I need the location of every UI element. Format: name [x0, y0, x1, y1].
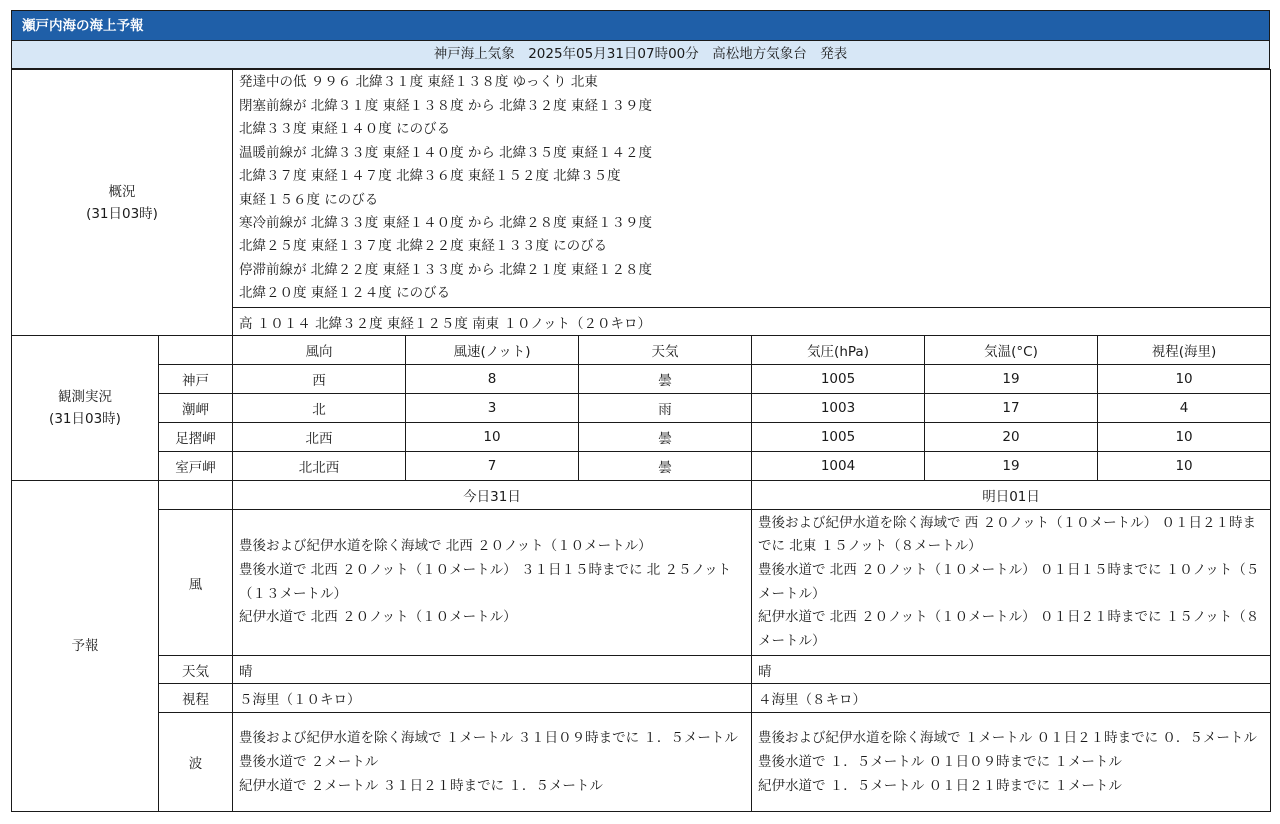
obs-cell: 3 [406, 394, 579, 423]
overview-line: 温暖前線が 北緯３３度 東経１４０度 から 北緯３５度 東経１４２度 [239, 144, 652, 161]
table-row [12, 452, 1271, 481]
forecast-header [12, 481, 159, 812]
forecast-row-label-waves: 波 [159, 713, 233, 812]
obs-cell: 1005 [752, 365, 925, 394]
obs-cell: 1003 [752, 394, 925, 423]
overview-line: 寒冷前線が 北緯３３度 東経１４０度 から 北緯２８度 東経１３９度 [239, 214, 652, 231]
overview-time: (31日03時) [86, 205, 158, 222]
page-title: 瀬戸内海の海上予報 [11, 10, 1270, 40]
table-row [12, 423, 1271, 452]
table-row [12, 394, 1271, 423]
observations-label: 観測実況 [58, 389, 112, 405]
forecast-document [11, 10, 1270, 812]
obs-cell: 曇 [579, 423, 752, 452]
station-name: 足摺岬 [159, 423, 233, 452]
observations-header [12, 336, 159, 481]
observations-time: (31日03時) [49, 411, 121, 427]
col-header-wind-speed: 風速(ノット) [406, 336, 579, 365]
obs-cell: 雨 [579, 394, 752, 423]
col-header-temperature: 気温(°C) [925, 336, 1098, 365]
overview-line: 北緯２５度 東経１３７度 北緯２２度 東経１３３度 にのびる [239, 238, 608, 255]
obs-cell: 19 [925, 452, 1098, 481]
visibility-forecast-day2: ４海里（８キロ） [752, 684, 1271, 713]
obs-cell: 北北西 [233, 452, 406, 481]
wind-forecast-day1: 豊後および紀伊水道を除く海域で 北西 ２０ノット（１０メートル） 豊後水道で 北西 ２０ノット（１０メートル） ３１日１５時までに 北 ２５ノット（１３メートル） 紀伊水道で 北西 ２０ノット（１０メートル） [233, 510, 752, 656]
obs-cell: 19 [925, 365, 1098, 394]
col-header-wind-direction: 風向 [233, 336, 406, 365]
col-header-pressure: 気圧(hPa) [752, 336, 925, 365]
obs-cell: 10 [1098, 423, 1271, 452]
obs-cell: 北 [233, 394, 406, 423]
day2-header: 明日01日 [752, 481, 1271, 510]
obs-cell: 西 [233, 365, 406, 394]
obs-cell: 10 [406, 423, 579, 452]
obs-cell: 10 [1098, 365, 1271, 394]
forecast-table [11, 69, 1271, 812]
station-name: 室戸岬 [159, 452, 233, 481]
overview-line: 東経１５６度 にのびる [239, 191, 379, 208]
obs-cell: 8 [406, 365, 579, 394]
obs-cell: 曇 [579, 365, 752, 394]
wind-forecast-day2: 豊後および紀伊水道を除く海域で 西 ２０ノット（１０メートル） ０１日２１時までに 北東 １５ノット（８メートル） 豊後水道で 北西 ２０ノット（１０メートル） ０１日１５時までに １０ノット（５メートル） 紀伊水道で 北西 ２０ノット（１０メートル） ０１日２１時までに １５ノット（８メートル） [752, 510, 1271, 656]
blank-cell [159, 336, 233, 365]
obs-cell: 10 [1098, 452, 1271, 481]
forecast-row-label-visibility: 視程 [159, 684, 233, 713]
blank-cell [159, 481, 233, 510]
overview-label: 概況 [108, 183, 136, 200]
overview-line: 閉塞前線が 北緯３１度 東経１３８度 から 北緯３２度 東経１３９度 [239, 97, 652, 114]
forecast-row-label-wind: 風 [159, 510, 233, 656]
wave-forecast-day1: 豊後および紀伊水道を除く海域で １メートル ３１日０９時までに １．５メートル 豊後水道で ２メートル 紀伊水道で ２メートル ３１日２１時までに １．５メートル [233, 713, 752, 812]
station-name: 潮岬 [159, 394, 233, 423]
overview-text [233, 70, 1271, 308]
wave-forecast-day2: 豊後および紀伊水道を除く海域で １メートル ０１日２１時までに ０．５メートル 豊後水道で １．５メートル ０１日０９時までに １メートル 紀伊水道で １．５メートル ０１日２１時までに １メートル [752, 713, 1271, 812]
overview-line: 北緯３３度 東経１４０度 にのびる [239, 121, 451, 138]
overview-line: 北緯３７度 東経１４７度 北緯３６度 東経１５２度 北緯３５度 [239, 168, 621, 185]
overview-line: 北緯２０度 東経１２４度 にのびる [239, 285, 451, 302]
station-name: 神戸 [159, 365, 233, 394]
overview-line: 停滞前線が 北緯２２度 東経１３３度 から 北緯２１度 東経１２８度 [239, 261, 652, 278]
col-header-visibility: 視程(海里) [1098, 336, 1271, 365]
visibility-forecast-day1: ５海里（１０キロ） [233, 684, 752, 713]
obs-cell: 1004 [752, 452, 925, 481]
day1-header: 今日31日 [233, 481, 752, 510]
obs-cell: 4 [1098, 394, 1271, 423]
obs-cell: 20 [925, 423, 1098, 452]
weather-forecast-day1: 晴 [233, 656, 752, 684]
obs-cell: 曇 [579, 452, 752, 481]
overview-line: 発達中の低 ９９６ 北緯３１度 東経１３８度 ゆっくり 北東 [239, 74, 598, 91]
table-row [12, 365, 1271, 394]
weather-forecast-day2: 晴 [752, 656, 1271, 684]
col-header-weather: 天気 [579, 336, 752, 365]
forecast-row-label-weather: 天気 [159, 656, 233, 684]
obs-cell: 北西 [233, 423, 406, 452]
obs-cell: 17 [925, 394, 1098, 423]
obs-cell: 7 [406, 452, 579, 481]
overview-high: 高 １０１４ 北緯３２度 東経１２５度 南東 １０ノット（２０キロ） [233, 308, 1271, 336]
obs-cell: 1005 [752, 423, 925, 452]
forecast-label: 予報 [71, 638, 99, 654]
issuer-line: 神戸海上気象 2025年05月31日07時00分 高松地方気象台 発表 [11, 40, 1270, 69]
overview-header [12, 70, 233, 336]
